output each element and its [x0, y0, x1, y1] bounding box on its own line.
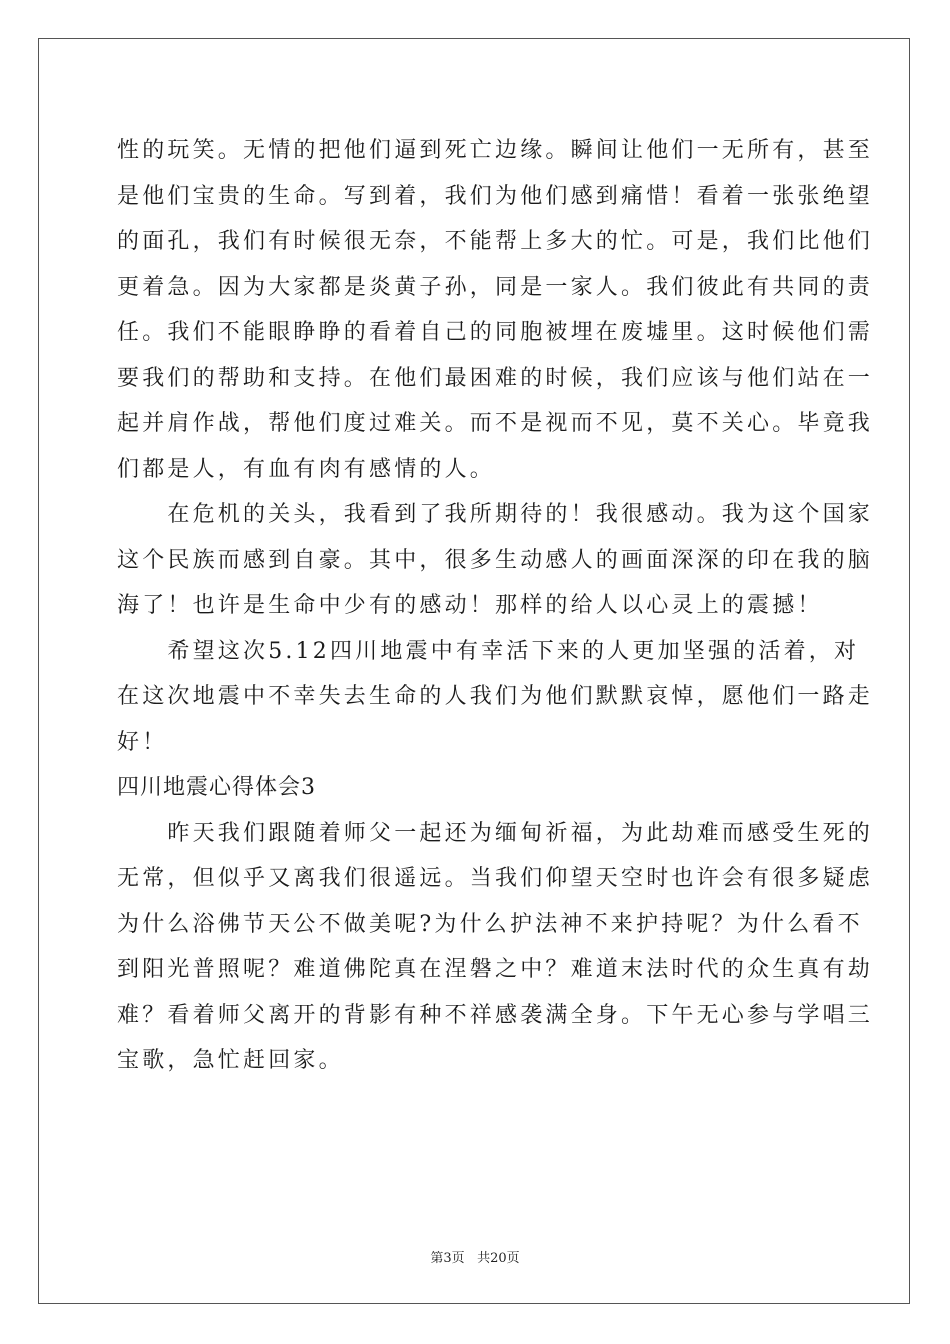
- text-line: 宝歌，急忙赶回家。: [117, 1048, 344, 1073]
- text-line: 们都是人，有血有肉有感情的人。: [117, 456, 496, 482]
- page-number: 第3页: [430, 1251, 465, 1266]
- text-line: 的面孔，我们有时候很无奈，不能帮上多大的忙。可是，我们比他们: [117, 229, 874, 254]
- text-line: 到阳光普照呢？难道佛陀真在涅磐之中？难道末法时代的众生真有劫: [117, 957, 874, 982]
- section-heading: 四川地震心得体会3: [117, 775, 316, 800]
- document-body: [117, 128, 874, 1084]
- text-line: 是他们宝贵的生命。写到着，我们为他们感到痛惜！看着一张张绝望: [117, 183, 874, 209]
- text-line: 性的玩笑。无情的把他们逼到死亡边缘。瞬间让他们一无所有，甚至: [117, 138, 874, 163]
- text-line: 希望这次5.12四川地震中有幸活下来的人更加坚强的活着，对: [117, 638, 860, 664]
- text-line: 海了！也许是生命中少有的感动！那样的给人以心灵上的震撼！: [117, 593, 823, 618]
- text-line: 为什么浴佛节天公不做美呢?为什么护法神不来护持呢？为什么看不: [117, 911, 863, 937]
- text-line: 好！: [117, 729, 168, 755]
- text-line: 在危机的关头，我看到了我所期待的！我很感动。我为这个国家: [117, 502, 874, 527]
- text-line: 在这次地震中不幸失去生命的人我们为他们默默哀悼，愿他们一路走: [117, 684, 874, 709]
- text-line: 要我们的帮助和支持。在他们最困难的时候，我们应该与他们站在一: [117, 365, 874, 391]
- text-line: 难？看着师父离开的背影有种不祥感袭满全身。下午无心参与学唱三: [117, 1002, 874, 1028]
- text-line: 这个民族而感到自豪。其中，很多生动感人的画面深深的印在我的脑: [117, 547, 874, 573]
- text-line: 昨天我们跟随着师父一起还为缅甸祈福，为此劫难而感受生死的: [117, 820, 874, 846]
- total-pages: 共20页: [477, 1251, 520, 1266]
- text-line: 无常，但似乎又离我们很遥远。当我们仰望天空时也许会有很多疑虑: [117, 866, 874, 891]
- page-footer: [0, 1247, 950, 1266]
- text-line: 任。我们不能眼睁睁的看着自己的同胞被埋在废墟里。这时候他们需: [117, 320, 874, 345]
- text-line: 更着急。因为大家都是炎黄子孙，同是一家人。我们彼此有共同的责: [117, 274, 874, 300]
- text-line: 起并肩作战，帮他们度过难关。而不是视而不见，莫不关心。毕竟我: [117, 411, 874, 436]
